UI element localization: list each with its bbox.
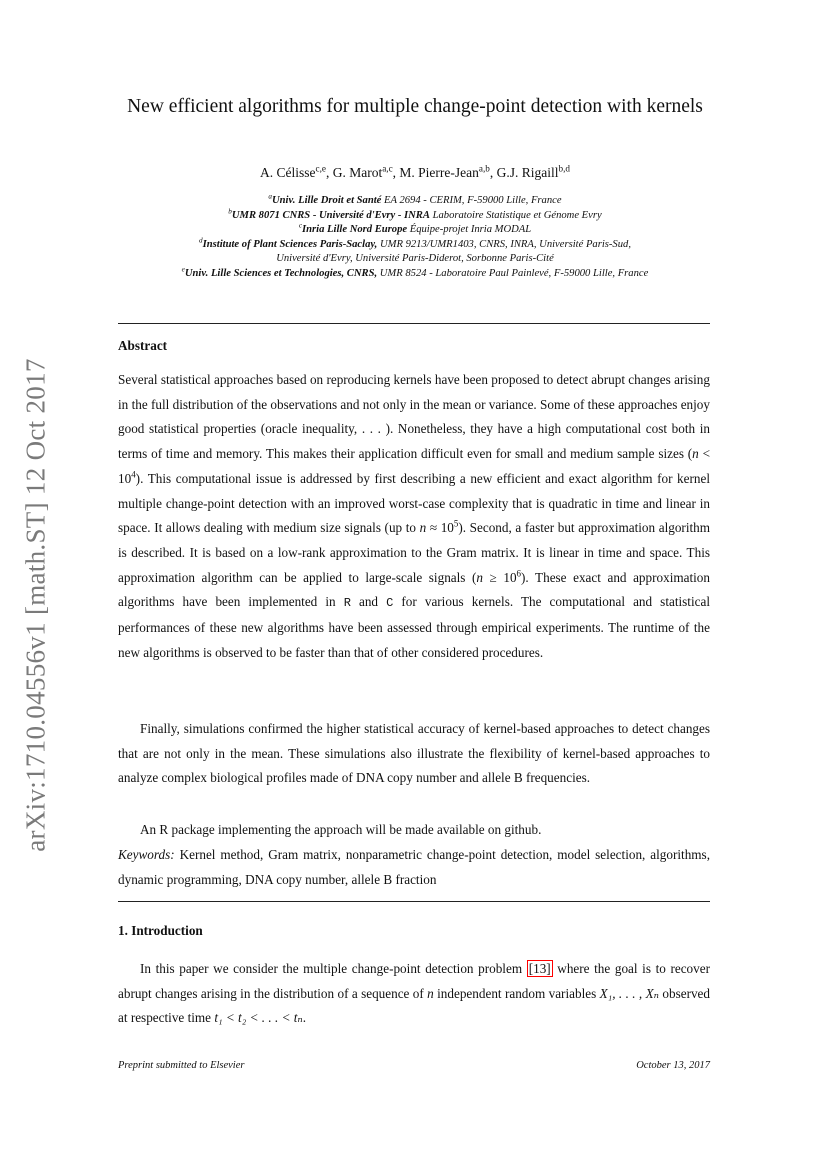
language-c: C	[386, 596, 394, 611]
author-list: A. Célisse$^{c,e}$, G. Marot$^{a,c}$, M. Pierre-Jean$^{a,b}$, G.J. Rigaill$^{b,d}$	[260, 163, 570, 180]
author-affil-marks: a,c	[382, 163, 393, 174]
abstract-top-rule	[118, 323, 710, 324]
affiliation-c: $^c$Inria Lille Nord Europe Équipe-projet Inria MODAL	[298, 221, 532, 236]
arxiv-identifier-stamp: arXiv:1710.04556v1 [math.ST] 12 Oct 2017	[20, 358, 51, 852]
author-affil-marks: a,b	[478, 163, 490, 174]
affiliations	[100, 194, 730, 282]
author-name: A. Célisse	[260, 165, 316, 180]
section-heading-introduction: 1. Introduction	[118, 923, 203, 938]
keywords-text: Kernel method, Gram matrix, nonparametric change-point detection, model selection, algorithms, dynamic programming, DNA copy number, allele B fraction	[118, 847, 710, 887]
footer-preprint-note: Preprint submitted to Elsevier	[118, 1060, 245, 1071]
abstract-paragraph-1: Several statistical approaches based on reproducing kernels have been proposed to detect abrupt changes arising in the full distribution of the observations and not only in the mean or variance. Some of these approaches enjoy good statistical properties (oracle inequality, . . . ). Nonetheless, they have a high computational cost both in terms of time and memory. This makes their application difficult even for small and medium sample sizes $(n < 10^4)$. This computational issue is addressed by first describing a new efficient and exact algorithm for kernel multiple change-point detection with an improved worst-case complexity that is quadratic in time and linear in space. It allows dealing with medium size signals (up to $n \approx 10^5$). Second, a faster but approximation algorithm is described. It is based on a low-rank approximation to the Gram matrix. It is linear in time and space. This approximation algorithm can be applied to large-scale signals $(n \ge 10^6)$. These exact and approximation algorithms have been implemented in R and C for various kernels. The computational and statistical performances of these new algorithms have been assessed through empirical experiments. The runtime of the new algorithms is observed to be faster than that of other considered procedures.	[118, 372, 711, 660]
abstract-paragraph-3: An R package implementing the approach will be made available on github.	[140, 822, 542, 837]
abstract-bottom-rule	[118, 901, 710, 902]
keywords-label: Keywords:	[118, 847, 175, 862]
abstract-paragraph-2: Finally, simulations confirmed the higher statistical accuracy of kernel-based approaches to detect changes that are not only in the mean. These simulations also illustrate the flexibility of kernel-based approaches to analyze complex biological profiles made of DNA copy number and allele B frequencies.	[118, 721, 710, 786]
footer-date: October 13, 2017	[636, 1060, 710, 1071]
affiliation-d-continued: Université d'Evry, Université Paris-Diderot, Sorbonne Paris-Cité	[276, 253, 554, 265]
keywords	[118, 843, 710, 892]
abstract-heading: Abstract	[118, 338, 168, 353]
author-affil-marks: b,d	[558, 163, 570, 174]
author-name: G. Marot	[332, 165, 383, 180]
affiliation-d: $^d$Institute of Plant Sciences Paris-Saclay, UMR 9213/UMR1403, CNRS, INRA, Université Paris-Sud,	[199, 236, 631, 250]
author-affil-marks: c,e	[315, 163, 326, 174]
introduction-paragraph: In this paper we consider the multiple change-point detection problem [13] where the goal is to recover abrupt changes arising in the distribution of a sequence of n independent random variables X₁, . . . , Xₙ observed at respective time t₁ < t₂ < . . . < tₙ.	[118, 961, 710, 1026]
paper-title: New efficient algorithms for multiple change-point detection with kernels	[127, 96, 703, 117]
citation-link[interactable]: [13]	[528, 961, 551, 976]
affiliation-a: $^a$Univ. Lille Droit et Santé EA 2694 - CERIM, F-59000 Lille, France	[268, 192, 562, 206]
author-name: G.J. Rigaill	[496, 165, 559, 180]
affiliation-e: $^e$Univ. Lille Sciences et Technologies, CNRS, UMR 8524 - Laboratoire Paul Painlevé, F-59000 Lille, France	[181, 265, 649, 279]
author-name: M. Pierre-Jean	[399, 165, 479, 180]
affiliation-b: $^b$UMR 8071 CNRS - Université d'Evry - INRA Laboratoire Statistique et Génome Evry	[228, 207, 602, 221]
language-r: R	[343, 596, 351, 611]
